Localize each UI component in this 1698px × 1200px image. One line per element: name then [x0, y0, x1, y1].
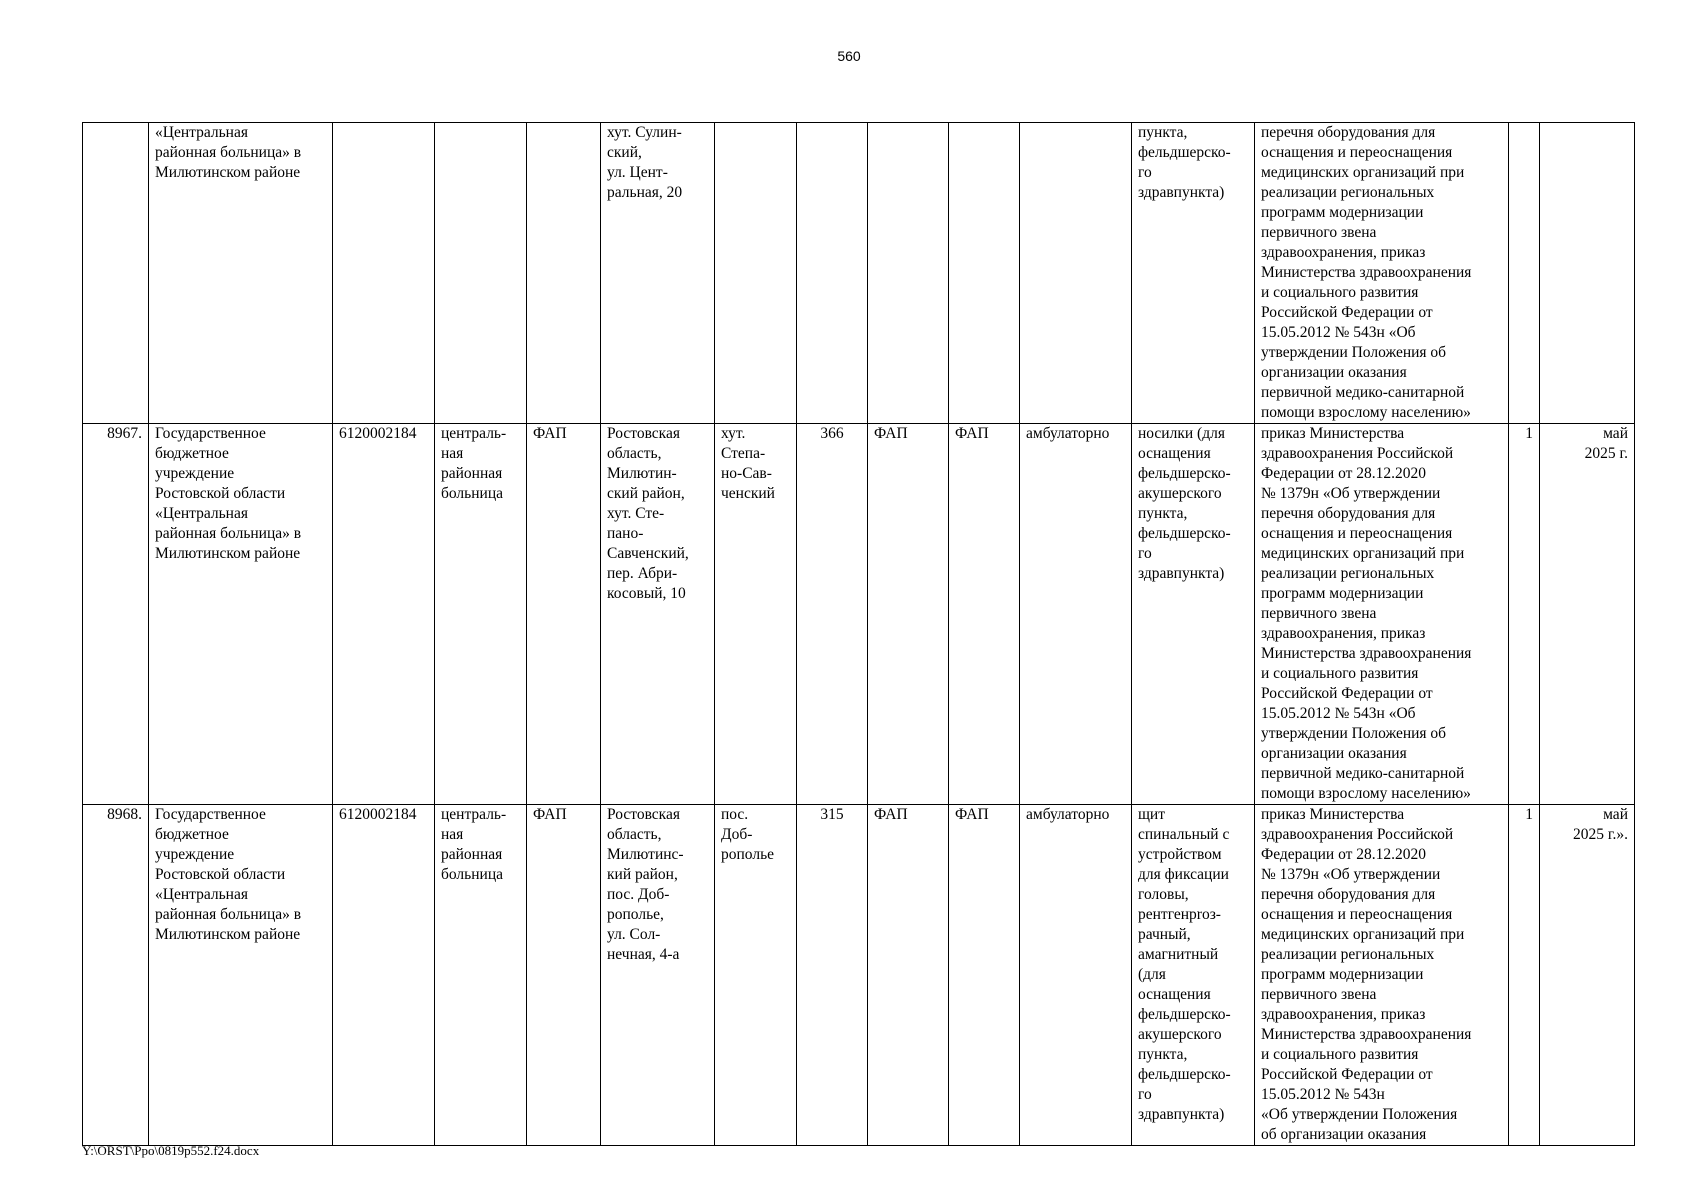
kind-cell: ФАП [868, 805, 949, 1146]
file-path-footer: Y:\ORST\Ppo\0819p552.f24.docx [82, 1143, 260, 1158]
deadline-cell: май 2025 г.». [1540, 805, 1635, 1146]
organization-cell: Государственное бюджетное учреждение Ростовской области «Центральная районная больница» в Милютинском районе [149, 805, 333, 1146]
quantity-cell: 1 [1509, 424, 1540, 805]
care-type-cell: амбулаторно [1020, 424, 1132, 805]
address-cell: Ростовская область, Милютин- ский район, хут. Сте- пано- Савченский, пер. Абри- косовый, 10 [601, 424, 715, 805]
legal-basis-cell: приказ Министерства здравоохранения Российской Федерации от 28.12.2020 № 1379н «Об утверждении перечня оборудования для оснащения и переоснащения медицинских организаций при реализации региональных программ модернизации первичного звена здравоохранения, приказ Министерства здравоохранения и социального развития Российской Федерации от 15.05.2012 № 543н «Об утверждении Положения об организации оказания первичной медико-санитарной помощи взрослому населению» [1255, 424, 1509, 805]
kind-cell: ФАП [949, 424, 1020, 805]
unit-type-cell [527, 123, 601, 424]
equipment-table [82, 122, 1635, 1146]
kind-cell: ФАП [868, 424, 949, 805]
unit-type-cell: ФАП [527, 805, 601, 1146]
deadline-cell: май 2025 г. [1540, 424, 1635, 805]
locality-cell: хут. Степа- но-Сав- ченский [715, 424, 797, 805]
care-type-cell: амбулаторно [1020, 805, 1132, 1146]
legal-basis-cell: перечня оборудования для оснащения и переоснащения медицинских организаций при реализации региональных программ модернизации первичного звена здравоохранения, приказ Министерства здравоохранения и социального развития Российской Федерации от 15.05.2012 № 543н «Об утверждении Положения об организации оказания первичной медико-санитарной помощи взрослому населению» [1255, 123, 1509, 424]
table-row [83, 805, 1635, 1146]
row-number-cell: 8968. [83, 805, 149, 1146]
address-cell: хут. Сулин- ский, ул. Цент- ральная, 20 [601, 123, 715, 424]
equipment-cell: щит спинальный с устройством для фиксации головы, рентгенproз- рачный, амагнитный (для оснащения фельдшерско- акушерского пункта, фельдшерско- го здравпункта) [1132, 805, 1255, 1146]
distance-cell [797, 123, 868, 424]
distance-cell: 366 [797, 424, 868, 805]
kind-cell: ФАП [949, 805, 1020, 1146]
organization-cell: «Центральная районная больница» в Милютинском районе [149, 123, 333, 424]
org-type-cell [435, 123, 527, 424]
table-row [83, 424, 1635, 805]
quantity-cell: 1 [1509, 805, 1540, 1146]
distance-cell: 315 [797, 805, 868, 1146]
address-cell: Ростовская область, Милютинс- кий район, пос. Доб- рополье, ул. Сол- нечная, 4-а [601, 805, 715, 1146]
table-row [83, 123, 1635, 424]
inn-cell: 6120002184 [333, 424, 435, 805]
organization-cell: Государственное бюджетное учреждение Ростовской области «Центральная районная больница» в Милютинском районе [149, 424, 333, 805]
locality-cell [715, 123, 797, 424]
org-type-cell: централь- ная районная больница [435, 424, 527, 805]
org-type-cell: централь- ная районная больница [435, 805, 527, 1146]
equipment-cell: носилки (для оснащения фельдшерско- акушерского пункта, фельдшерско- го здравпункта) [1132, 424, 1255, 805]
kind-cell [949, 123, 1020, 424]
page-number: 560 [837, 48, 861, 64]
care-type-cell [1020, 123, 1132, 424]
locality-cell: пос. Доб- рополье [715, 805, 797, 1146]
kind-cell [868, 123, 949, 424]
inn-cell [333, 123, 435, 424]
unit-type-cell: ФАП [527, 424, 601, 805]
legal-basis-cell: приказ Министерства здравоохранения Российской Федерации от 28.12.2020 № 1379н «Об утверждении перечня оборудования для оснащения и переоснащения медицинских организаций при реализации региональных программ модернизации первичного звена здравоохранения, приказ Министерства здравоохранения и социального развития Российской Федерации от 15.05.2012 № 543н «Об утверждении Положения об организации оказания [1255, 805, 1509, 1146]
equipment-cell: пункта, фельдшерско- го здравпункта) [1132, 123, 1255, 424]
row-number-cell [83, 123, 149, 424]
row-number-cell: 8967. [83, 424, 149, 805]
quantity-cell [1509, 123, 1540, 424]
inn-cell: 6120002184 [333, 805, 435, 1146]
deadline-cell [1540, 123, 1635, 424]
